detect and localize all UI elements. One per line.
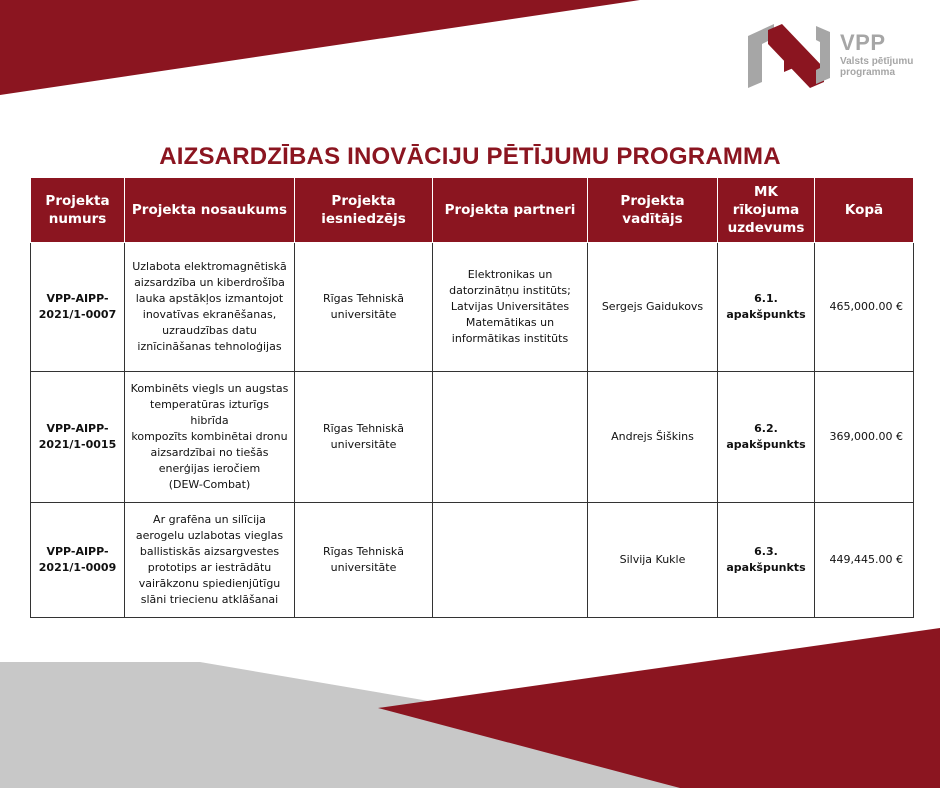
header-project-name: Projekta nosaukums <box>125 178 295 243</box>
cell-partners: Elektronikas un datorzinātņu institūts; Latvijas Universitātes Matemātikas un informātikas institūts <box>433 243 588 372</box>
page-title: AIZSARDZĪBAS INOVĀCIJU PĒTĪJUMU PROGRAMMA <box>159 143 781 170</box>
table-row <box>31 503 914 618</box>
cell-task: 6.2. apakšpunkts <box>718 372 815 503</box>
cell-total: 465,000.00 € <box>815 243 914 372</box>
cell-partners <box>433 503 588 618</box>
cell-leader: Sergejs Gaidukovs <box>588 243 718 372</box>
cell-project-number: VPP-AIPP- 2021/1-0015 <box>31 372 125 503</box>
cell-submitter: Rīgas Tehniskā universitāte <box>295 243 433 372</box>
header-project-submitter: Projekta iesniedzējs <box>295 178 433 243</box>
cell-submitter: Rīgas Tehniskā universitāte <box>295 372 433 503</box>
projects-table <box>30 177 914 618</box>
logo-abbr: VPP <box>840 30 886 55</box>
cell-partners <box>433 372 588 503</box>
header-mk-task: MK rīkojuma uzdevums <box>718 178 815 243</box>
cell-task: 6.3. apakšpunkts <box>718 503 815 618</box>
cell-total: 369,000.00 € <box>815 372 914 503</box>
cell-leader: Andrejs Šiškins <box>588 372 718 503</box>
cell-project-name: Uzlabota elektromagnētiskā aizsardzība un kiberdrošība lauka apstākļos izmantojot inovatīvas ekranēšanas, uzraudzības datu iznīcināšanas tehnoloģijas <box>125 243 295 372</box>
header-project-partners: Projekta partneri <box>433 178 588 243</box>
top-left-red-shape <box>0 0 640 95</box>
table-header-row <box>31 178 914 243</box>
cell-task: 6.1. apakšpunkts <box>718 243 815 372</box>
header-total: Kopā <box>815 178 914 243</box>
cell-project-name: Kombinēts viegls un augstas temperatūras izturīgs hibrīda kompozīts kombinētai dronu aizsardzībai no tiešās enerģijas ieročiem (DEW-Combat) <box>125 372 295 503</box>
table-row <box>31 372 914 503</box>
header-project-leader: Projekta vadītājs <box>588 178 718 243</box>
cell-project-name: Ar grafēna un silīcija aerogelu uzlabotas vieglas ballistiskās aizsargvestes prototips ar iestrādātu vairākzonu spiedienjūtīgu slāni triecienu atklāšanai <box>125 503 295 618</box>
cell-project-number: VPP-AIPP- 2021/1-0007 <box>31 243 125 372</box>
cell-leader: Silvija Kukle <box>588 503 718 618</box>
vpp-logo <box>744 22 914 92</box>
cell-total: 449,445.00 € <box>815 503 914 618</box>
cell-project-number: VPP-AIPP- 2021/1-0009 <box>31 503 125 618</box>
table-row <box>31 243 914 372</box>
cell-submitter: Rīgas Tehniskā universitāte <box>295 503 433 618</box>
vpp-emblem-icon <box>744 22 834 92</box>
logo-subtitle: Valsts pētījumu programma <box>840 56 914 78</box>
header-project-number: Projekta numurs <box>31 178 125 243</box>
